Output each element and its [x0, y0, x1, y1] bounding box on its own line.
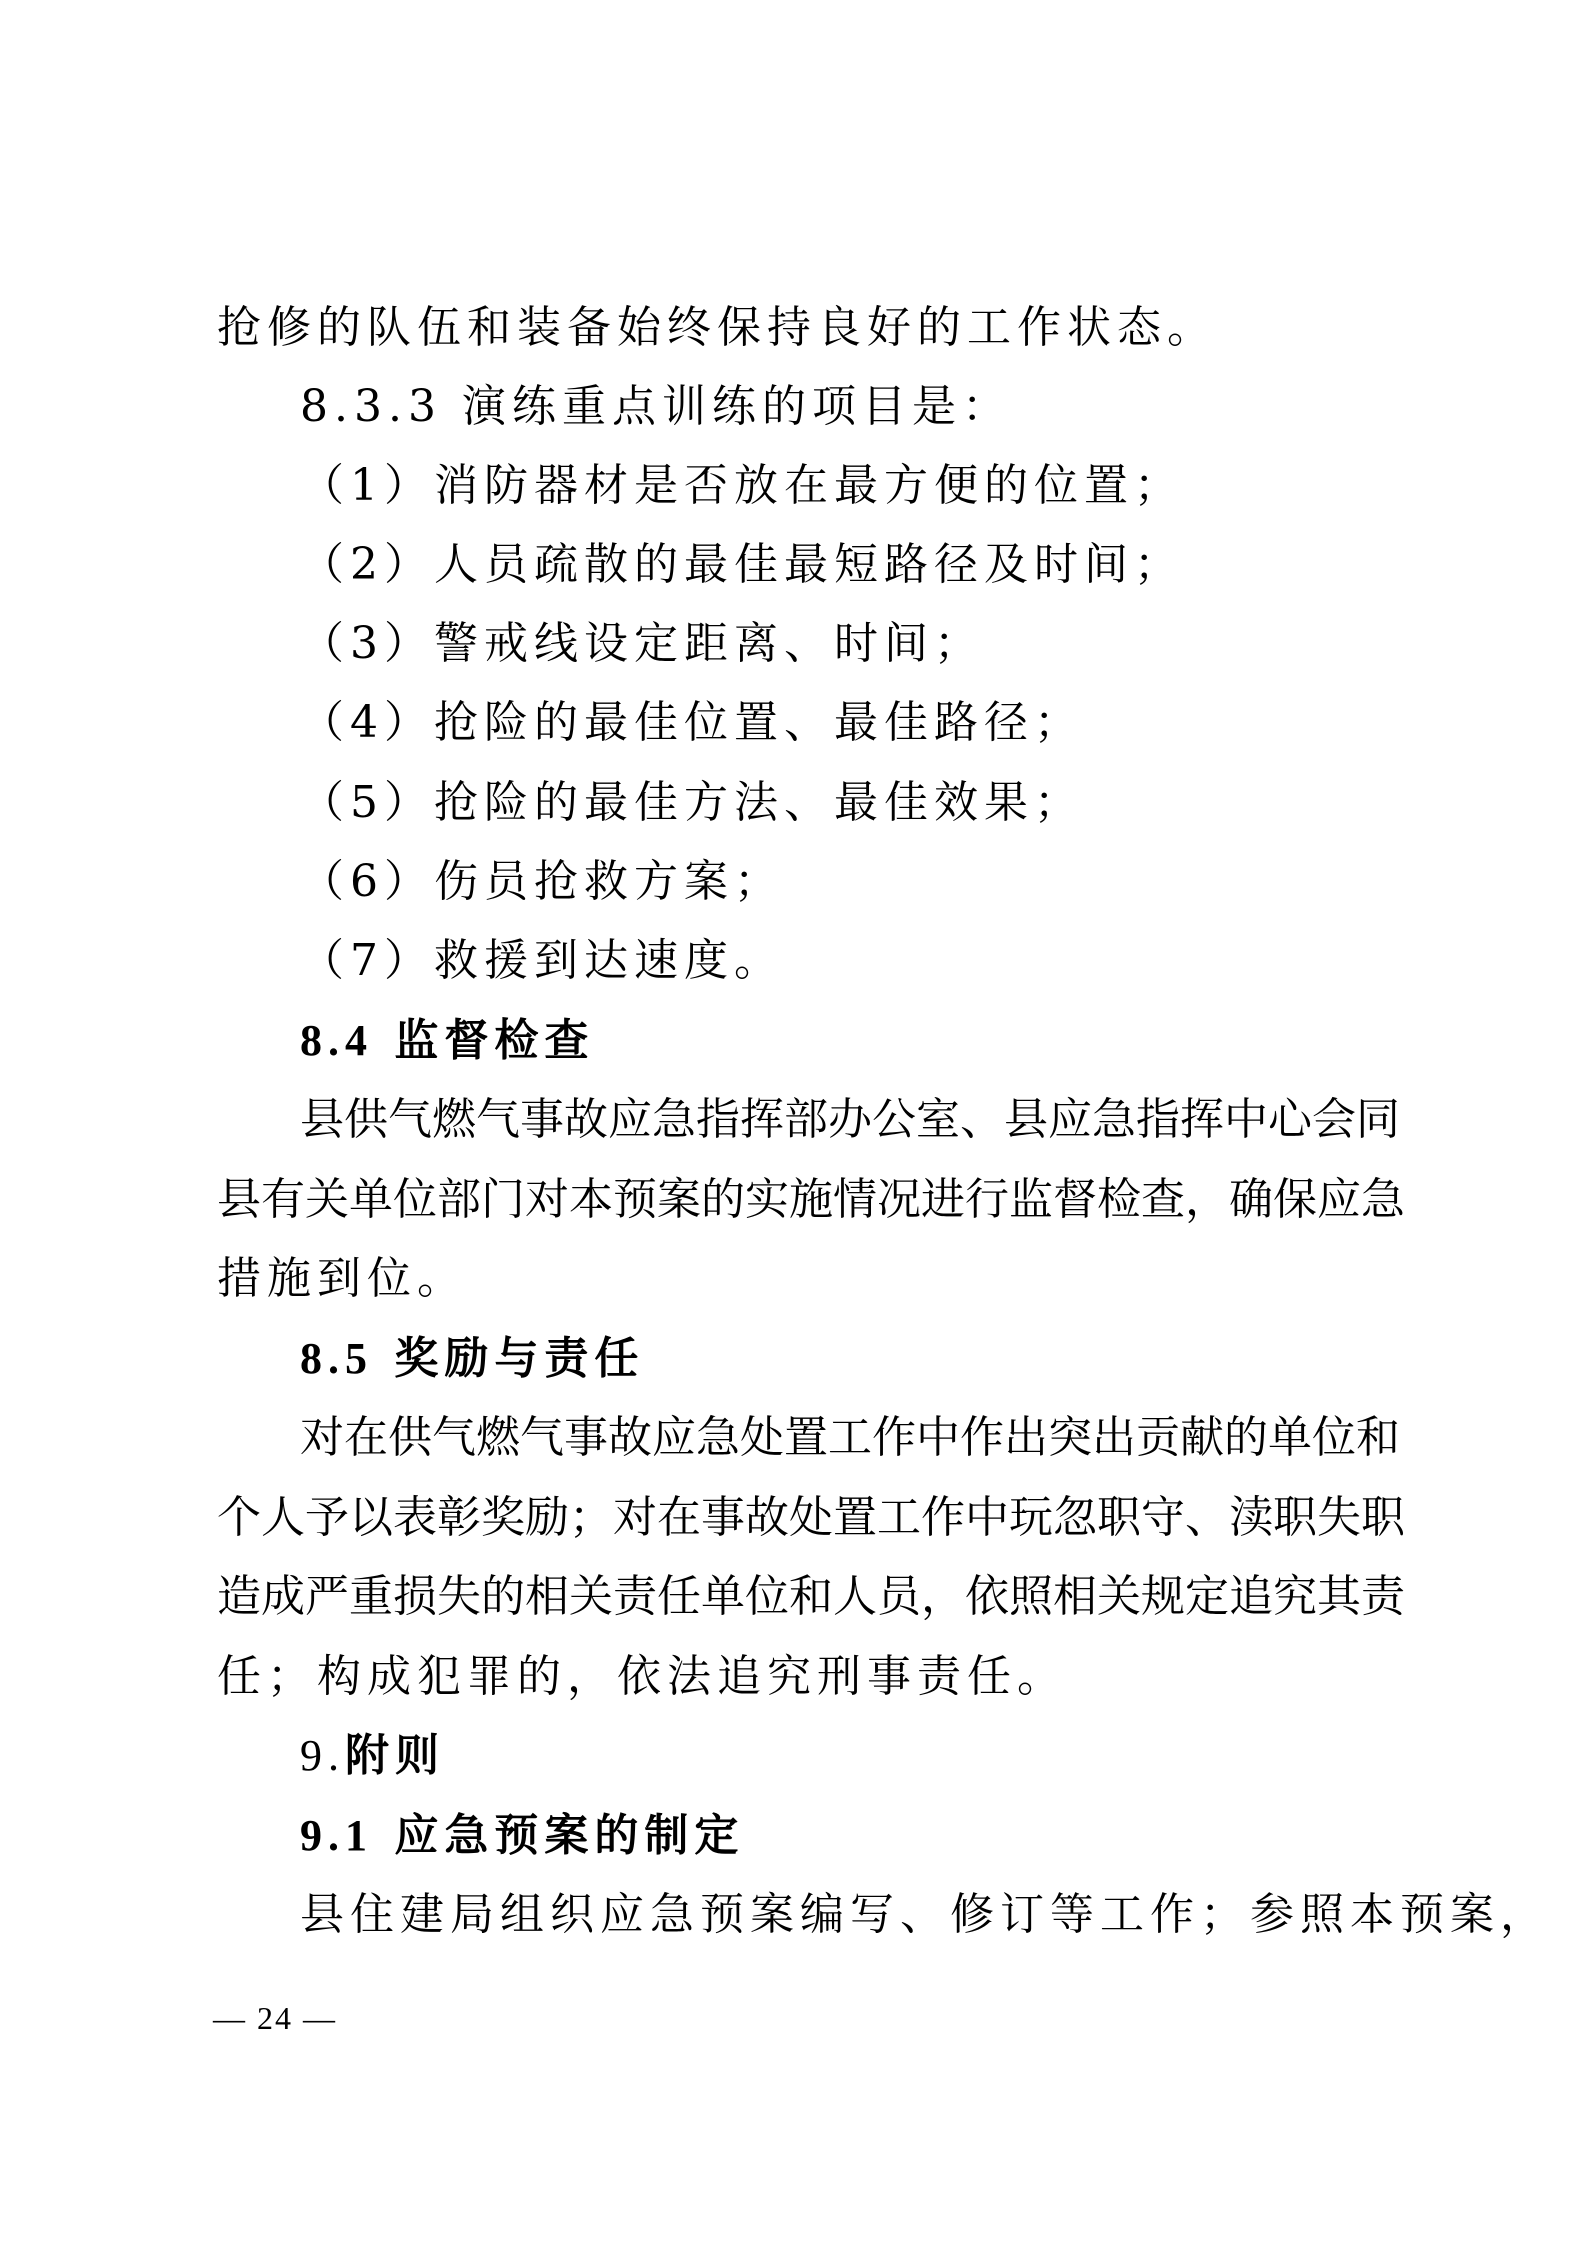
section-title: 应急预案的制定 — [394, 1810, 745, 1861]
list-item: （3）警戒线设定距离、时间； — [300, 618, 984, 669]
list-item: （6）伤员抢救方案； — [300, 856, 784, 907]
list-item: （1）消防器材是否放在最方便的位置； — [300, 460, 1184, 511]
list-item: （7）救援到达速度。 — [300, 935, 784, 986]
section-title: 附则 — [345, 1730, 445, 1781]
list-item: （4）抢险的最佳位置、最佳路径； — [300, 697, 1084, 748]
paragraph-line: 任；构成犯罪的，依法追究刑事责任。 — [217, 1651, 1067, 1702]
text-line: 抢修的队伍和装备始终保持良好的工作状态。 — [217, 302, 1217, 353]
paragraph-line: 造成严重损失的相关责任单位和人员，依照相关规定追究其责 — [217, 1571, 1405, 1622]
section-title: 奖励与责任 — [394, 1333, 645, 1384]
paragraph-line: 县供气燃气事故应急指挥部办公室、县应急指挥中心会同 — [300, 1094, 1400, 1145]
section-heading-9-1 — [300, 1806, 1400, 1866]
section-title: 监督检查 — [394, 1015, 595, 1066]
section-heading-9 — [300, 1726, 1400, 1786]
paragraph-line: 县住建局组织应急预案编写、修订等工作；参照本预案， — [300, 1889, 1550, 1940]
section-number: 9. — [300, 1731, 345, 1780]
paragraph-line: 县有关单位部门对本预案的实施情况进行监督检查，确保应急 — [217, 1174, 1405, 1225]
paragraph-line: 对在供气燃气事故应急处置工作中作出突出贡献的单位和 — [300, 1412, 1400, 1463]
section-number: 8.4 — [300, 1016, 373, 1065]
list-item: （2）人员疏散的最佳最短路径及时间； — [300, 539, 1184, 590]
section-heading-8-4 — [300, 1011, 1400, 1071]
list-item: （5）抢险的最佳方法、最佳效果； — [300, 777, 1084, 828]
subsection-heading: 8.3.3 演练重点训练的项目是： — [300, 381, 1012, 432]
paragraph-line: 措施到位。 — [217, 1253, 467, 1304]
section-number: 9.1 — [300, 1811, 373, 1860]
section-number: 8.5 — [300, 1334, 373, 1383]
section-heading-8-5 — [300, 1329, 1400, 1389]
page-number: — 24 — — [213, 2000, 337, 2036]
paragraph-line: 个人予以表彰奖励；对在事故处置工作中玩忽职守、渎职失职 — [217, 1492, 1405, 1543]
